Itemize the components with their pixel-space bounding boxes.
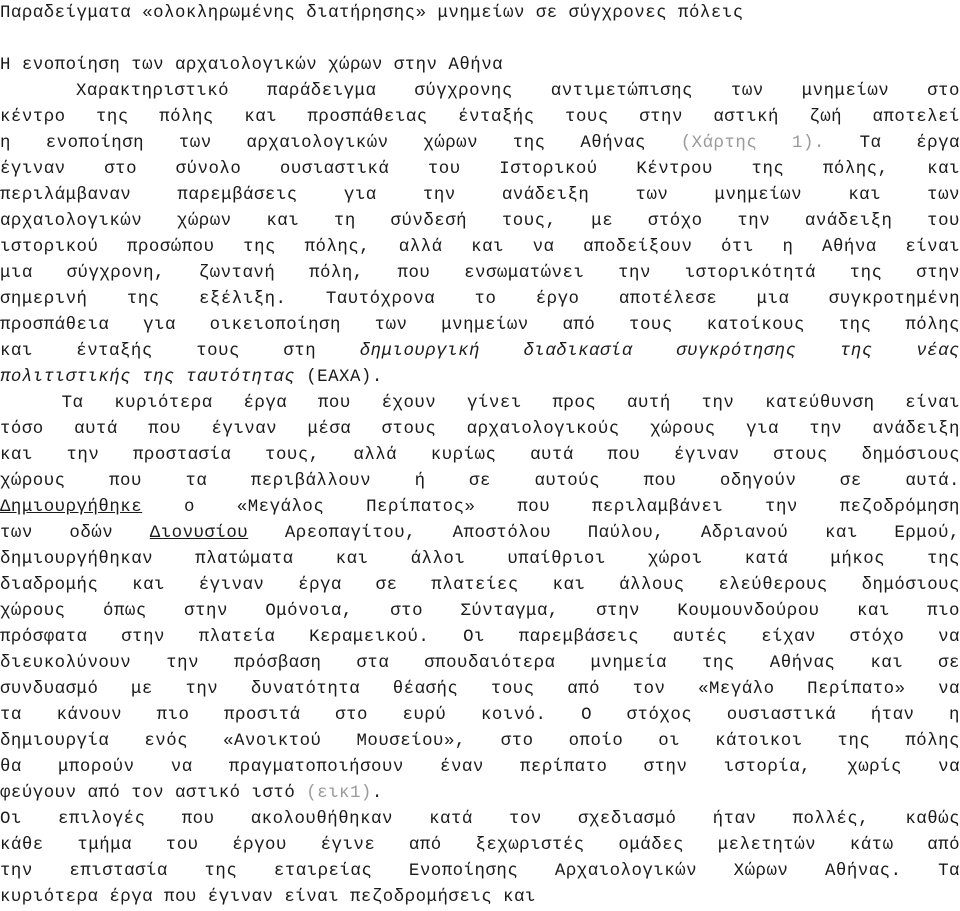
paragraph-line: περιλάμβαναν παρεμβάσεις για την ανάδειξη των μνημείων και των	[0, 186, 960, 205]
text-span: ο «Μεγάλος Περίπατος» που περιλαμβάνει την πεζοδρόμηση	[142, 498, 960, 517]
text-span: Τα έργα	[824, 134, 960, 153]
paragraph-line: και την προστασία τους, αλλά κυρίως αυτά που έγιναν στους δημόσιους	[0, 446, 960, 465]
paragraph-line: έγιναν στο σύνολο ουσιαστικά του Ιστορικού Κέντρου της πόλης, και	[0, 160, 960, 179]
paragraph-line: ιστορικού προσώπου της πόλης, αλλά και να αποδείξουν ότι η Αθήνα είναι	[0, 238, 960, 257]
italic-phrase: δημιουργική διαδικασία συγκρότησης της νέας	[359, 342, 960, 361]
text-span: Αρεοπαγίτου, Αποστόλου Παύλου, Αδριανού και Ερμού,	[248, 524, 960, 543]
paragraph-line: χώρους που τα περιβάλλουν ή σε αυτούς που οδηγούν σε αυτά.	[0, 472, 960, 491]
paragraph-line: κάθε τμήμα του έργου έγινε από ξεχωριστές ομάδες μελετητών κάτω από	[0, 836, 960, 855]
document-title: Παραδείγματα «ολοκληρωμένης διατήρησης» μνημείων σε σύγχρονες πόλεις	[0, 4, 744, 23]
map-reference-link[interactable]: (Χάρτης 1).	[680, 134, 825, 153]
underlined-word: Διονυσίου	[149, 524, 249, 543]
text-span: και ένταξής τους στη	[0, 342, 360, 361]
paragraph-line: Τα κυριότερα έργα που έχουν γίνει προς αυτή την κατεύθυνση είναι	[0, 394, 960, 413]
paragraph-line: δημιουργία ενός «Ανοικτού Μουσείου», στο οποίο οι κάτοικοι της πόλης	[0, 732, 960, 751]
paragraph-line: διευκολύνουν την πρόσβαση στα σπουδαιότερα μνημεία της Αθήνας και σε	[0, 654, 960, 673]
paragraph-line	[0, 365, 960, 391]
paragraph-line: Χαρακτηριστικό παράδειγμα σύγχρονης αντιμετώπισης των μνημείων στο	[0, 82, 960, 101]
paragraph-line: συνδυασμό με την δυνατότητα θέασής τους από τον «Μεγάλο Περίπατο» να	[0, 680, 960, 699]
section-heading: Η ενοποίηση των αρχαιολογικών χώρων στην Αθήνα	[0, 56, 504, 75]
paragraph-line: Οι επιλογές που ακολουθήθηκαν κατά τον σχεδιασμό ήταν πολλές, καθώς	[0, 810, 960, 829]
paragraph-line: δημιουργήθηκαν πλατώματα και άλλοι υπαίθριοι χώροι κατά μήκος της	[0, 550, 960, 569]
paragraph-line	[0, 781, 960, 807]
underlined-word: Δημιουργήθηκε	[0, 498, 143, 517]
paragraph-line: τόσο αυτά που έγιναν μέσα στους αρχαιολογικούς χώρους για την ανάδειξη	[0, 420, 960, 439]
paragraph-line: μια σύγχρονη, ζωντανή πόλη, που ενσωματώνει την ιστορικότητά της στην	[0, 264, 960, 283]
paragraph-line: τα κάνουν πιο προσιτά στο ευρύ κοινό. Ο στόχος ουσιαστικά ήταν η	[0, 706, 960, 725]
text-span: .	[371, 784, 383, 803]
text-span: των οδών	[0, 524, 150, 543]
paragraph-line: χώρους όπως στην Ομόνοια, στο Σύνταγμα, στην Κουμουνδούρου και πιο	[0, 602, 960, 621]
paragraph-line: την επιστασία της εταιρείας Ενοποίησης Αρχαιολογικών Χώρων Αθήνας. Τα	[0, 862, 960, 881]
paragraph-line: κυριότερα έργα που έγιναν είναι πεζοδρομήσεις και	[0, 888, 536, 907]
paragraph-line: πρόσφατα στην πλατεία Κεραμεικού. Οι παρεμβάσεις αυτές είχαν στόχο να	[0, 628, 960, 647]
paragraph-line: προσπάθεια για οικειοποίηση των μνημείων από τους κατοίκους της πόλης	[0, 316, 960, 335]
paragraph-line: σημερινή της εξέλιξη. Ταυτόχρονα το έργο αποτέλεσε μια συγκροτημένη	[0, 290, 960, 309]
paragraph-line	[0, 339, 960, 365]
paragraph-line: κέντρο της πόλης και προσπάθειας ένταξής τους στην αστική ζωή αποτελεί	[0, 108, 960, 127]
paragraph-line	[0, 495, 960, 521]
text-span: (ΕΑΧΑ).	[295, 368, 383, 387]
paragraph-line: διαδρομής και έγιναν έργα σε πλατείες και άλλους ελεύθερους δημόσιους	[0, 576, 960, 595]
paragraph-line	[0, 521, 960, 547]
paragraph-line: αρχαιολογικών χώρων και τη σύνδεσή τους, με στόχο την ανάδειξη του	[0, 212, 960, 231]
figure-reference-link[interactable]: (εικ1)	[306, 784, 372, 803]
italic-phrase: πολιτιστικής της ταυτότητας	[0, 368, 296, 387]
paragraph-line	[0, 131, 960, 157]
text-span: η ενοποίηση των αρχαιολογικών χώρων της Αθήνας	[0, 134, 681, 153]
text-span: φεύγουν από τον αστικό ιστό	[0, 784, 307, 803]
paragraph-line: θα μπορούν να πραγματοποιήσουν έναν περίπατο στην ιστορία, χωρίς να	[0, 758, 960, 777]
